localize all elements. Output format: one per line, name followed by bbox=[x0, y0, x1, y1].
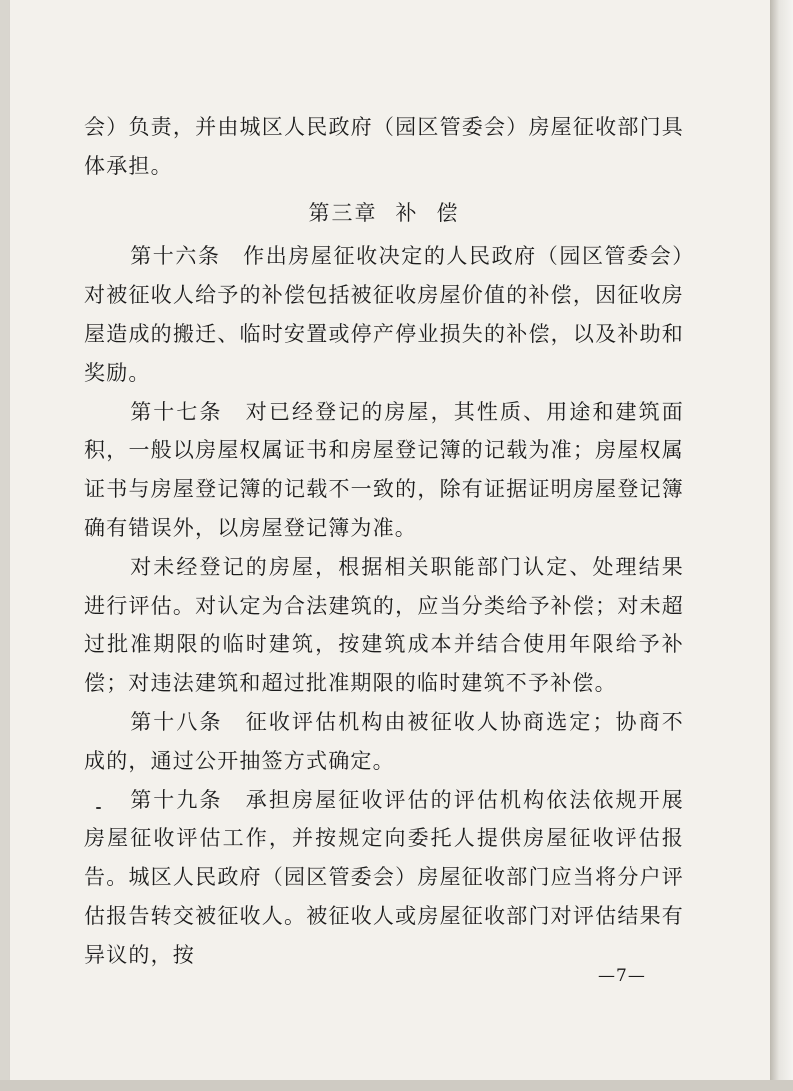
chapter-title-char-2: 偿 bbox=[436, 200, 460, 225]
document-body bbox=[84, 108, 684, 975]
paragraph-intro: 会）负责，并由城区人民政府（园区管委会）房屋征收部门具体承担。 bbox=[84, 115, 684, 178]
chapter-number: 第三章 bbox=[308, 200, 378, 225]
scan-speck bbox=[96, 807, 101, 809]
page-number: —7— bbox=[598, 966, 646, 986]
article-17: 第十七条 对已经登记的房屋，其性质、用途和建筑面积，一般以房屋权属证书和房屋登记簿的记载为准；房屋权属证书与房屋登记簿的记载不一致的，除有证据证明房屋登记簿确有错误外，以房屋登记簿为准。 bbox=[84, 399, 684, 540]
article-16: 第十六条 作出房屋征收决定的人民政府（园区管委会）对被征收人给予的补偿包括被征收房屋价值的补偿，因征收房屋造成的搬迁、临时安置或停产停业损失的补偿，以及补助和奖励。 bbox=[84, 244, 684, 385]
page-edge-right bbox=[770, 0, 793, 1091]
page-edge-bottom bbox=[0, 1080, 793, 1091]
article-19: 第十九条 承担房屋征收评估的评估机构依法依规开展房屋征收评估工作，并按规定向委托人提供房屋征收评估报告。城区人民政府（园区管委会）房屋征收部门应当将分户评估报告转交被征收人。被征收人或房屋征收部门对评估结果有异议的，按 bbox=[84, 787, 684, 967]
chapter-heading bbox=[84, 194, 684, 233]
article-17-unregistered: 对未经登记的房屋，根据相关职能部门认定、处理结果进行评估。对认定为合法建筑的，应当分类给予补偿；对未超过批准期限的临时建筑，按建筑成本并结合使用年限给予补偿；对违法建筑和超过批准期限的临时建筑不予补偿。 bbox=[84, 554, 684, 696]
article-18: 第十八条 征收评估机构由被征收人协商选定；协商不成的，通过公开抽签方式确定。 bbox=[84, 709, 684, 773]
chapter-title-char-1: 补 bbox=[395, 200, 419, 225]
